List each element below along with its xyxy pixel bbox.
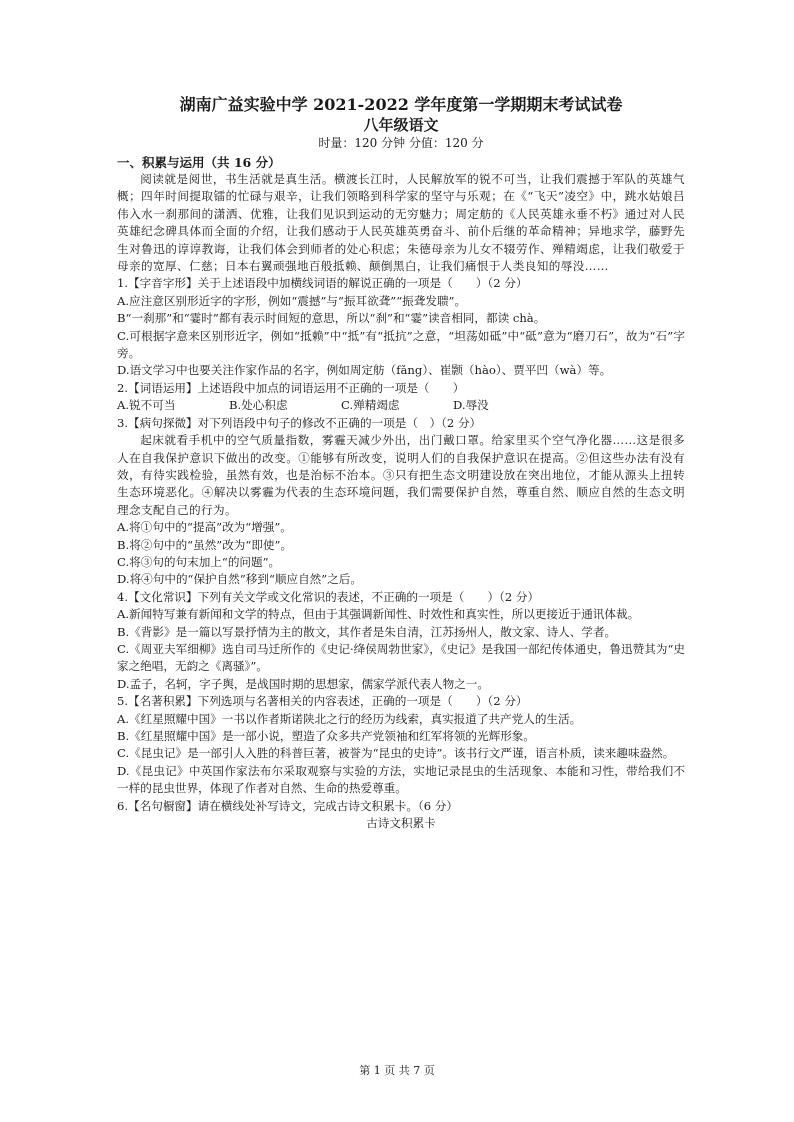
- option-c: C.可根据字意来区别形近字，例如“抵赖”中“抵”有“抵抗”之意，“坦荡如砥”中“砥”意为“磨刀石”，故为“石”字旁。: [117, 328, 685, 361]
- question-stem: 4.【文化常识】下列有关文学或文化常识的表述，不正确的一项是（ ）（2 分）: [117, 589, 540, 604]
- exam-meta: 时量：120 分钟 分值：120 分: [318, 136, 484, 150]
- option-a: A.将①句中的“提高”改为“增强”。: [117, 520, 292, 535]
- option-c: C.《昆虫记》是一部引人入胜的科普巨著，被誉为“昆虫的史诗”。该书行文严谨，语言朴质，读来趣味盎然。: [117, 746, 675, 761]
- options-row: [117, 397, 685, 414]
- option-c: C.将③句的句末加上“的问题”。: [117, 554, 281, 569]
- option-d: D.孟子，名轲，字子舆，是战国时期的思想家，儒家学派代表人物之一。: [117, 676, 489, 691]
- question-stem: 2.【词语运用】上述语段中加点的词语运用不正确的一项是（ ）: [117, 380, 465, 395]
- question-stem: 5.【名著积累】下列选项与名著相关的内容表述，正确的一项是（ ）（2 分）: [117, 694, 528, 709]
- option-d: D.将④句中的“保护自然”移到“顺应自然”之后。: [117, 572, 362, 587]
- page-number: 第 1 页 共 7 页: [359, 1064, 435, 1077]
- option-a: A.新闻特写兼有新闻和文学的特点，但由于其强调新闻性、时效性和真实性，所以更接近于通讯体裁。: [117, 607, 640, 622]
- option-a: A.应注意区别形近字的字形，例如“震撼”与“振耳欲聋”“振聋发聩”。: [117, 293, 467, 308]
- option-b: B.《背影》是一篇以写景抒情为主的散文，其作者是朱自清，江苏扬州人，散文家、诗人、学者。: [117, 624, 617, 639]
- exam-subtitle: 八年级语文: [363, 116, 439, 134]
- reading-passage: 阅读就是阅世，书生活就是真生活。横渡长江时，人民解放军的锐不可当，让我们震撼于军队的英雄气概；四年时间提取镭的忙碌与艰辛，让我们领略到科学家的坚守与乐观；在《“飞天”凌空》中，跳水姑娘吕伟入水一刹那间的潇洒、优雅，让我们见识到运动的无穷魅力；周定舫的《人民英雄永垂不朽》通过对人民英雄纪念碑具体而全面的介绍，让我们感动于人民英雄英勇奋斗、前仆后继的革命精神；异地求学，藤野先生对鲁迅的谆谆教诲，让我们体会到师者的处心积虑；朱德母亲为儿女不辍劳作、殚精竭虑，让我们敬爱于母亲的宽厚、仁慈；日本右翼顽强地百般抵赖、颠倒黑白，让我们痛恨于人类良知的辱没……: [117, 172, 685, 274]
- exam-title: 湖南广益实验中学 2021-2022 学年度第一学期期末考试试卷: [179, 95, 623, 114]
- option-b: B.将②句中的“虽然”改为“即使”。: [117, 537, 293, 552]
- question-6: [117, 798, 685, 833]
- option-d: D.辱没: [453, 398, 489, 413]
- section-heading: 一、积累与运用（共 16 分）: [117, 155, 281, 170]
- option-b: B“一刹那”和“霎时”都有表示时间短的意思，所以“刹”和“霎”读音相同，都读 chà。: [117, 311, 546, 326]
- accumulation-card-title: 古诗文积累卡: [366, 816, 436, 831]
- question-stem: 3.【病句探微】对下列语段中句子的修改不正确的一项是（ ）（2 分）: [117, 415, 482, 430]
- option-d: D.语文学习中也要关注作家作品的名字，例如周定舫（fǎng）、崔颢（hào）、贾平凹（wà）等。: [117, 363, 612, 378]
- question-3: [117, 415, 685, 589]
- option-a: A.《红星照耀中国》一书以作者斯诺陕北之行的经历为线索，真实报道了共产党人的生活。: [117, 711, 582, 726]
- option-d: D.《昆虫记》中英国作家法布尔采取观察与实验的方法，实地记录昆虫的生活现象、本能和习性，带给我们不一样的昆虫世界，体现了作者对自然、生命的热爱尊重。: [117, 763, 685, 796]
- question-4: [117, 589, 685, 693]
- option-a: A.锐不可当: [117, 398, 176, 413]
- option-b: B.《红星照耀中国》是一部小说，塑造了众多共产党领袖和红军将领的光辉形象。: [117, 729, 535, 743]
- question-passage: 起床就看手机中的空气质量指数，雾霾天减少外出，出门戴口罩。给家里买个空气净化器……这是很多人在自我保护意识下做出的改变。①能够有所改变，说明人们的自我保护意识在提高。②但这些办法有没有效，有待实践检验，虽然有效，也是治标不治本。③只有把生态文明建设放在突出地位，才能从源头上扭转生态环境恶化。④解决以雾霾为代表的生态环境问题，我们需要保护自然，尊重自然、顺应自然的生态文明理念支配自己的行为。: [117, 433, 685, 517]
- option-b: B.处心积虑: [229, 398, 288, 413]
- question-5: [117, 693, 685, 797]
- option-c: C.《周亚夫军细柳》选自司马迁所作的《史记·绛侯周勃世家》，《史记》是我国一部纪传体通史，鲁迅赞其为“史家之绝唱，无韵之《离骚》”。: [117, 641, 685, 674]
- question-1: [117, 275, 685, 379]
- question-stem: 1.【字音字形】关于上述语段中加横线词语的解说正确的一项是（ ）（2 分）: [117, 276, 528, 291]
- exam-page: [117, 95, 685, 832]
- question-stem: 6.【名句橱窗】请在横线处补写诗文，完成古诗文积累卡。（6 分）: [117, 798, 458, 813]
- question-2: [117, 380, 685, 415]
- option-c: C.殚精竭虑: [341, 398, 400, 413]
